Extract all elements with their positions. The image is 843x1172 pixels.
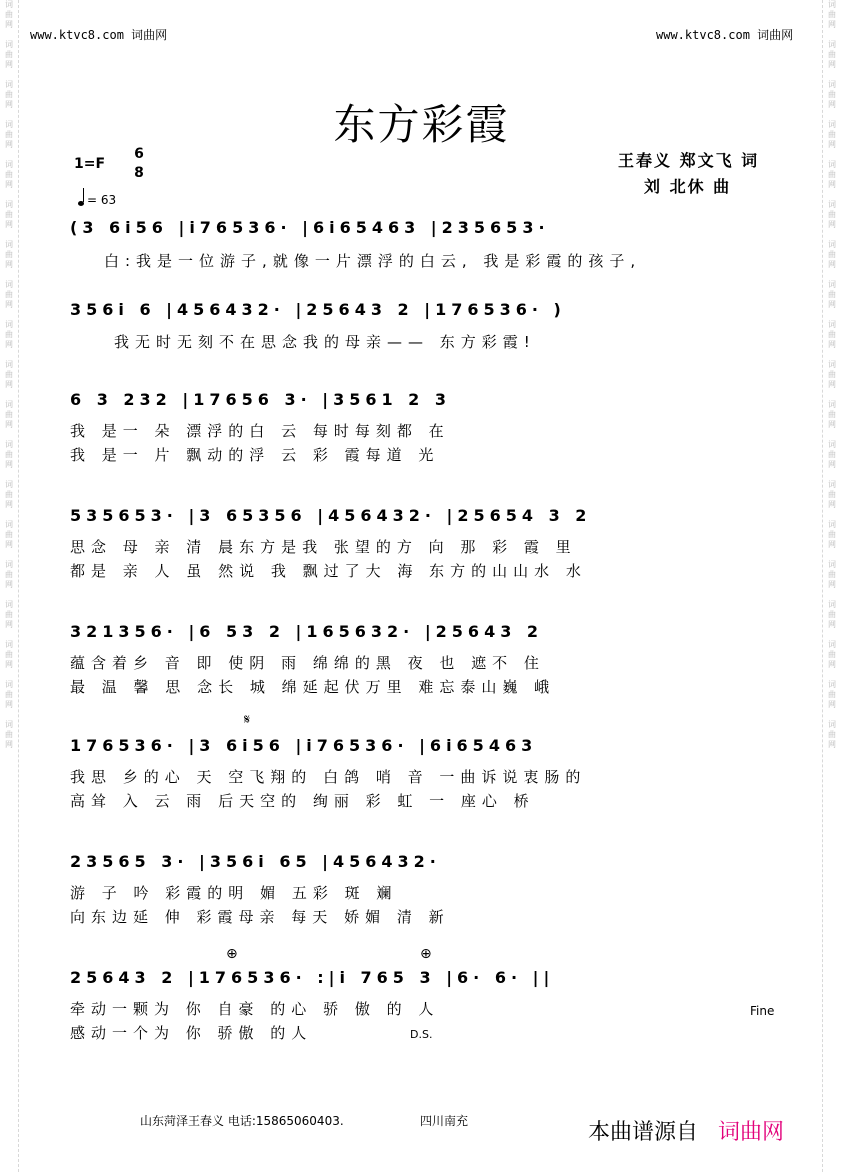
notation-line-7: 23565 3· |356i 65 |456432· [70, 852, 441, 871]
lyric-line-6a: 我思 乡的心 天 空飞翔的 白鸽 哨 音 一曲诉说衷肠的 [70, 768, 587, 786]
side-watermark-text: 词 曲 网 [5, 600, 13, 629]
side-watermark-text: 词 曲 网 [828, 720, 836, 749]
side-watermark-text: 词 曲 网 [828, 120, 836, 149]
lyric-line-6b: 高耸 入 云 雨 后天空的 绚丽 彩 虹 一 座心 桥 [70, 792, 535, 810]
footer-author-info: 山东菏泽王春义 电话:15865060403. [140, 1114, 344, 1128]
notation-line-1: (3 6i56 |i76536· |6i65463 |235653· [70, 218, 550, 237]
side-watermark-text: 词 曲 网 [828, 360, 836, 389]
notation-line-3: 6 3 232 |17656 3· |3561 2 3 [70, 390, 452, 409]
side-watermark-text: 词 曲 网 [828, 560, 836, 589]
meter-bottom: 8 [134, 165, 144, 181]
left-watermark-strip [2, 0, 16, 1172]
source-label: 本曲谱源自 [588, 1120, 699, 1145]
coda-sign-2: ⊕ [420, 946, 432, 962]
side-watermark-text: 词 曲 网 [5, 320, 13, 349]
side-watermark-text: 词 曲 网 [828, 520, 836, 549]
lyric-line-3b: 我 是一 片 飘动的浮 云 彩 霞每道 光 [70, 446, 440, 464]
notation-line-6: 176536· |3 6i56 |i76536· |6i65463 [70, 736, 538, 755]
side-watermark-text: 词 曲 网 [5, 240, 13, 269]
side-watermark-text: 词 曲 网 [828, 280, 836, 309]
side-watermark-text: 词 曲 网 [5, 0, 13, 29]
fine-marking: Fine [750, 1004, 775, 1018]
segno-sign: 𝄋 [244, 712, 251, 728]
side-watermark-text: 词 曲 网 [5, 400, 13, 429]
side-watermark-text: 词 曲 网 [828, 40, 836, 69]
side-watermark-text: 词 曲 网 [828, 640, 836, 669]
key-signature: 1=F [74, 156, 106, 172]
lyric-line-5b: 最 温 馨 思 念长 城 绵延起伏万里 难忘泰山巍 峨 [70, 678, 556, 696]
side-watermark-text: 词 曲 网 [828, 680, 836, 709]
side-watermark-text: 词 曲 网 [828, 400, 836, 429]
side-watermark-text: 词 曲 网 [828, 600, 836, 629]
header-left-watermark [30, 26, 167, 43]
side-watermark-text: 词 曲 网 [828, 320, 836, 349]
right-watermark-strip [825, 0, 839, 1172]
composer-credit: 刘 北休 曲 [644, 177, 732, 196]
meter-top: 6 [134, 146, 144, 162]
note-stem-icon [83, 188, 84, 202]
side-watermark-text: 词 曲 网 [5, 680, 13, 709]
lyric-line-8b: 感动一个为 你 骄傲 的人 [70, 1024, 313, 1042]
notation-line-5: 321356· |6 53 2 |165632· |25643 2 [70, 622, 544, 641]
header-right-url[interactable]: www.ktvc8.com [656, 28, 750, 42]
header-right-watermark [656, 26, 793, 43]
source-attribution [588, 1115, 784, 1146]
side-watermark-text: 词 曲 网 [5, 160, 13, 189]
side-watermark-text: 词 曲 网 [5, 440, 13, 469]
lyric-line-2a: 我无时无刻不在思念我的母亲—— 东方彩霞! [114, 333, 536, 351]
side-watermark-text: 词 曲 网 [5, 200, 13, 229]
side-watermark-text: 词 曲 网 [828, 160, 836, 189]
side-watermark-text: 词 曲 网 [5, 640, 13, 669]
header-left-url[interactable]: www.ktvc8.com [30, 28, 124, 42]
tempo-value: = 63 [87, 193, 117, 207]
tempo-marking [78, 190, 116, 207]
side-watermark-text: 词 曲 网 [828, 480, 836, 509]
notation-line-2: 356i 6 |456432· |25643 2 |176536· ) [70, 300, 566, 319]
lyric-line-7b: 向东边延 伸 彩霞母亲 每天 娇媚 清 新 [70, 908, 450, 926]
side-watermark-text: 词 曲 网 [5, 40, 13, 69]
notation-line-4: 535653· |3 65356 |456432· |25654 3 2 [70, 506, 592, 525]
side-watermark-text: 词 曲 网 [828, 200, 836, 229]
right-page-edge [822, 0, 823, 1172]
source-brand-link[interactable]: 词曲网 [718, 1120, 785, 1145]
side-watermark-text: 词 曲 网 [5, 120, 13, 149]
lyric-line-4a: 思念 母 亲 清 晨东方是我 张望的方 向 那 彩 霞 里 [70, 538, 577, 556]
footer-location: 四川南充 [420, 1114, 469, 1128]
side-watermark-text: 词 曲 网 [828, 440, 836, 469]
side-watermark-text: 词 曲 网 [828, 240, 836, 269]
side-watermark-text: 词 曲 网 [5, 720, 13, 749]
left-page-edge [18, 0, 19, 1172]
ds-marking: D.S. [410, 1028, 433, 1041]
notation-line-8: 25643 2 |176536· :|i 765 3 |6· 6· || [70, 968, 555, 987]
time-signature [130, 146, 148, 181]
side-watermark-text: 词 曲 网 [5, 560, 13, 589]
header-left-site: 词曲网 [131, 28, 168, 42]
header-right-site: 词曲网 [757, 28, 794, 42]
lyric-line-7a: 游 子 吟 彩霞的明 媚 五彩 斑 斓 [70, 884, 398, 902]
lyricist-credit: 王春义 郑文飞 词 [618, 151, 760, 170]
side-watermark-text: 词 曲 网 [828, 80, 836, 109]
lyric-line-3a: 我 是一 朵 漂浮的白 云 每时每刻都 在 [70, 422, 450, 440]
coda-sign-1: ⊕ [226, 946, 238, 962]
side-watermark-text: 词 曲 网 [5, 360, 13, 389]
side-watermark-text: 词 曲 网 [828, 0, 836, 29]
lyric-line-8a: 牵动一颗为 你 自豪 的心 骄 傲 的 人 [70, 1000, 440, 1018]
side-watermark-text: 词 曲 网 [5, 80, 13, 109]
song-title: 东方彩霞 [333, 100, 510, 149]
lyric-line-4b: 都是 亲 人 虽 然说 我 飘过了大 海 东方的山山水 水 [70, 562, 587, 580]
side-watermark-text: 词 曲 网 [5, 480, 13, 509]
side-watermark-text: 词 曲 网 [5, 520, 13, 549]
lyric-line-1a: 白:我是一位游子,就像一片漂浮的白云, 我是彩霞的孩子, [104, 252, 642, 270]
lyric-line-5a: 蕴含着乡 音 即 使阴 雨 绵绵的黑 夜 也 遮不 住 [70, 654, 545, 672]
side-watermark-text: 词 曲 网 [5, 280, 13, 309]
